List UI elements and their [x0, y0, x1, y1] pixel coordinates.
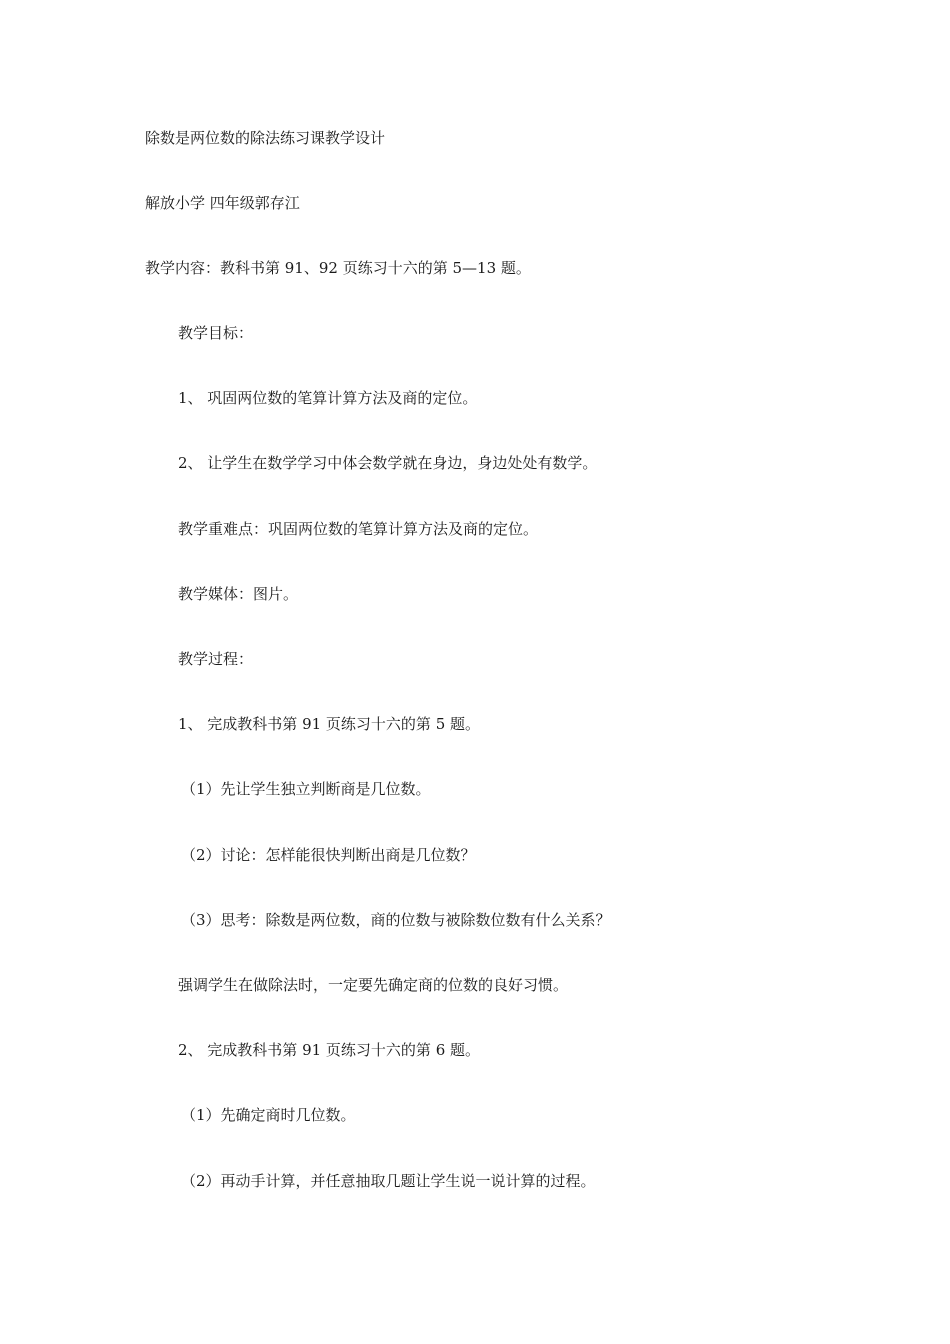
objective-item: 2、 让学生在数学学习中体会数学就在身边，身边处处有数学。	[178, 454, 598, 472]
step-subitem: （2）讨论：怎样能很快判断出商是几位数？	[181, 846, 476, 864]
key-points: 教学重难点：巩固两位数的笔算计算方法及商的定位。	[178, 520, 539, 538]
author-line: 解放小学 四年级郭存江	[145, 194, 300, 212]
objective-item: 1、 巩固两位数的笔算计算方法及商的定位。	[178, 389, 478, 407]
document-title: 除数是两位数的除法练习课教学设计	[145, 129, 386, 147]
process-step: 2、 完成教科书第 91 页练习十六的第 6 题。	[178, 1041, 481, 1059]
process-heading: 教学过程：	[178, 650, 254, 668]
step-subitem: （1）先让学生独立判断商是几位数。	[181, 780, 431, 798]
teaching-content: 教学内容：教科书第 91、92 页练习十六的第 5—13 题。	[145, 259, 531, 277]
teaching-media: 教学媒体：图片。	[178, 585, 299, 603]
step-note: 强调学生在做除法时，一定要先确定商的位数的良好习惯。	[178, 976, 569, 994]
objectives-heading: 教学目标：	[178, 324, 254, 342]
step-subitem: （1）先确定商时几位数。	[181, 1106, 356, 1124]
process-step: 1、 完成教科书第 91 页练习十六的第 5 题。	[178, 715, 481, 733]
step-subitem: （2）再动手计算，并任意抽取几题让学生说一说计算的过程。	[181, 1172, 596, 1190]
step-subitem: （3）思考：除数是两位数，商的位数与被除数位数有什么关系？	[181, 911, 611, 929]
